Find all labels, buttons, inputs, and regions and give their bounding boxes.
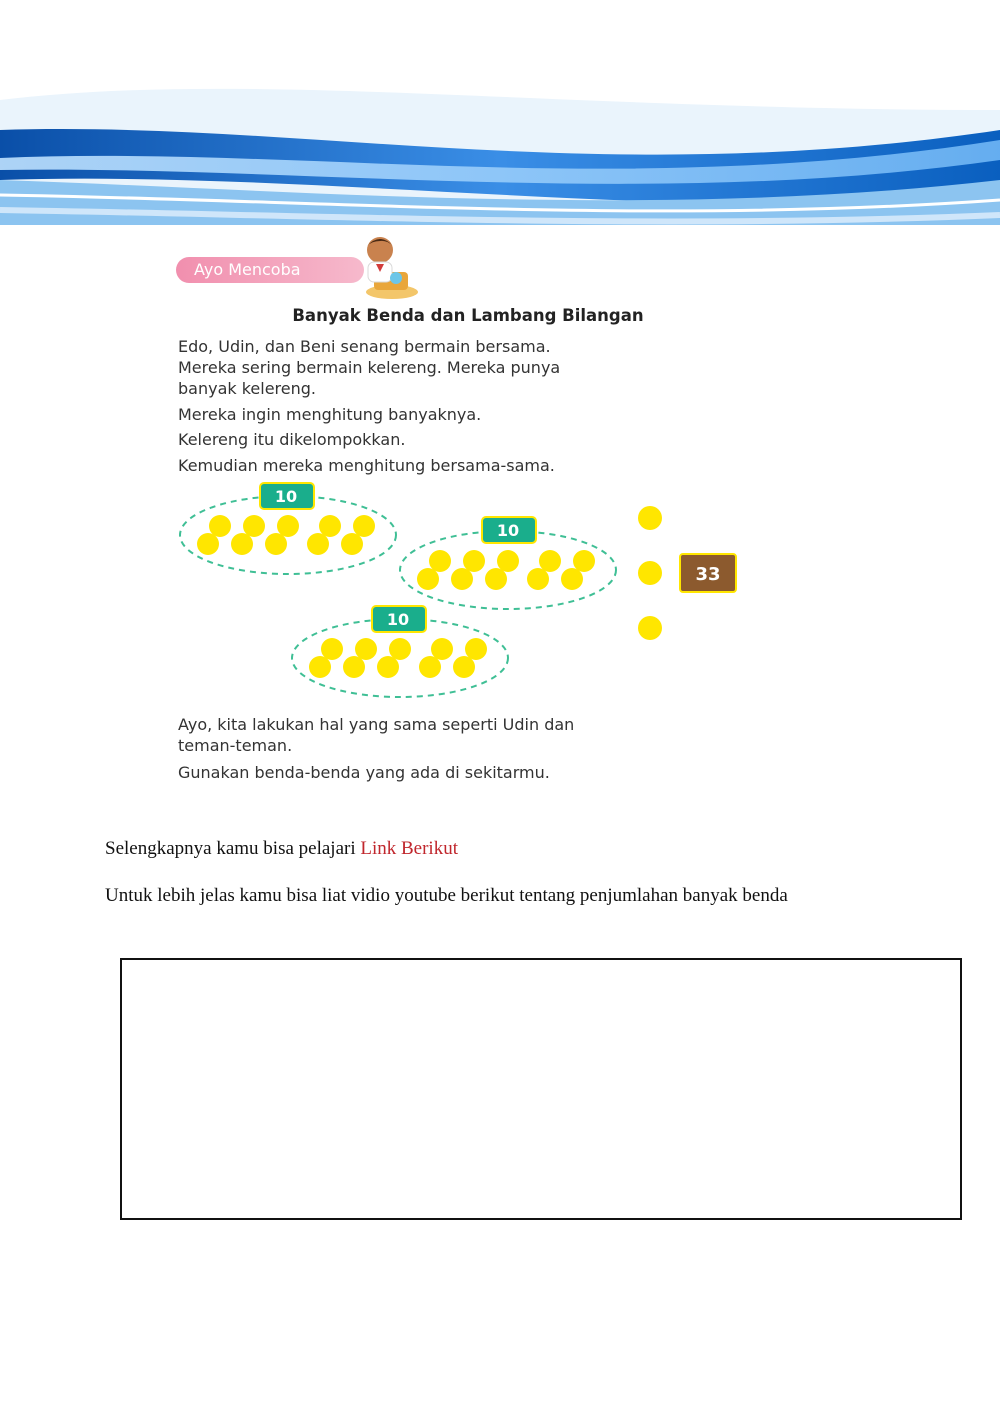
group-count-label: 10 (386, 610, 410, 629)
marble (429, 550, 451, 572)
marble (527, 568, 549, 590)
marble (463, 550, 485, 572)
marble (321, 638, 343, 660)
intro-line: Mereka ingin menghitung banyaknya. (178, 405, 482, 424)
marble (277, 515, 299, 537)
marble (539, 550, 561, 572)
intro-line: banyak kelereng. (178, 379, 317, 398)
marble (355, 638, 377, 660)
marble (243, 515, 265, 537)
intro-line: Kemudian mereka menghitung bersama-sama. (178, 456, 555, 475)
marble (309, 656, 331, 678)
marble (265, 533, 287, 555)
marble (377, 656, 399, 678)
marble (573, 550, 595, 572)
marble (231, 533, 253, 555)
marble (319, 515, 341, 537)
outro-line: Gunakan benda-benda yang ada di sekitarmu. (178, 763, 550, 782)
marble (343, 656, 365, 678)
group-count-label: 10 (274, 487, 298, 506)
intro-line: Mereka sering bermain kelereng. Mereka punya (178, 358, 561, 377)
marble (209, 515, 231, 537)
link-berikut[interactable]: Link Berikut (360, 838, 458, 859)
loose-marble (638, 506, 662, 530)
marble (197, 533, 219, 555)
outro-line: teman-teman. (178, 736, 293, 755)
link-prefix: Selengkapnya kamu bisa pelajari (105, 838, 361, 859)
ayo-mencoba-tag: Ayo Mencoba (176, 257, 364, 283)
youtube-video-embed[interactable] (120, 958, 962, 1220)
marble (497, 550, 519, 572)
loose-marble (638, 561, 662, 585)
loose-marble (638, 616, 662, 640)
marble (485, 568, 507, 590)
header-banner (0, 70, 1000, 225)
marble (431, 638, 453, 660)
marble (307, 533, 329, 555)
group-count-label: 10 (496, 521, 520, 540)
marble (353, 515, 375, 537)
lesson-title: Banyak Benda dan Lambang Bilangan (292, 306, 644, 325)
marble (419, 656, 441, 678)
marble (453, 656, 475, 678)
marble-grouping-illustration (170, 478, 770, 708)
outro-line: Ayo, kita lakukan hal yang sama seperti Udin dan (178, 715, 575, 734)
link-sentence (105, 838, 458, 860)
marble (417, 568, 439, 590)
video-note: Untuk lebih jelas kamu bisa liat vidio youtube berikut tentang penjumlahan banyak benda (105, 885, 788, 906)
intro-line: Edo, Udin, dan Beni senang bermain bersama. (178, 337, 551, 356)
marble (561, 568, 583, 590)
marble (465, 638, 487, 660)
boy-illustration (340, 234, 422, 300)
marble (451, 568, 473, 590)
intro-line: Kelereng itu dikelompokkan. (178, 430, 406, 449)
marble (341, 533, 363, 555)
marble (389, 638, 411, 660)
total-label: 33 (695, 564, 721, 585)
